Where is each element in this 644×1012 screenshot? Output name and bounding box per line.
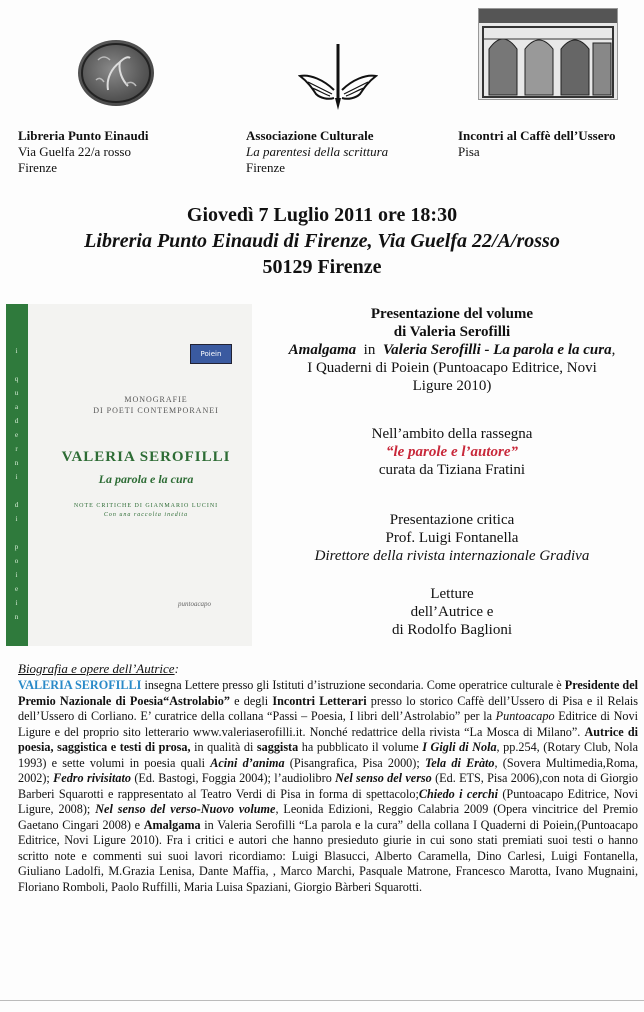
- org-name: Associazione Culturale: [246, 128, 374, 143]
- poiein-badge: Poiein: [190, 344, 232, 364]
- bio-seg: (Ed. ETS, Pisa 2006),con nota di Giorgio Barberi Squarotti e rappresentato al Teatro Verdi di Pisa in forma di spettacolo;: [18, 771, 639, 801]
- bio-seg: Tela di Eràto: [424, 755, 495, 770]
- letture-title: Letture: [430, 586, 474, 602]
- book-title: VALERIA SEROFILLI: [61, 449, 231, 465]
- letture-block: [260, 585, 644, 639]
- bio-seg: Puntoacapo: [495, 709, 555, 723]
- rassegna-curata: curata da Tiziana Fratini: [378, 462, 526, 478]
- critica-title: Presentazione critica: [389, 512, 515, 528]
- org-name: Incontri al Caffè dell’Ussero: [458, 128, 616, 143]
- bio-text: [18, 678, 638, 895]
- bio-seg: Nel senso del verso-Nuovo volume: [95, 802, 276, 816]
- bio-seg: Acini d’anima: [210, 755, 285, 770]
- rassegna-name: “le parole e l’autore”: [385, 444, 519, 460]
- org-city: Firenze: [246, 160, 285, 175]
- org-associazione: [246, 128, 388, 176]
- critica-block: [260, 511, 644, 565]
- storefront-icon: [479, 9, 617, 99]
- winged-pen-logo: [298, 40, 378, 118]
- winged-pen-icon: [298, 40, 378, 118]
- bio-seg: Autrice di poesia, saggistica e testi di prosa,: [18, 724, 638, 754]
- event-place: Libreria Punto Einaudi di Firenze, Via Guelfa 22/A/rosso: [84, 230, 560, 252]
- letture-line: di Rodolfo Baglioni: [392, 622, 512, 638]
- bio-seg: Fedro rivisitato: [53, 771, 131, 785]
- author-name: VALERIA SEROFILLI: [18, 678, 142, 692]
- bio-seg: saggista: [256, 740, 299, 754]
- bio-seg: (Puntoacapo Editrice, Novi Ligure, 2008);: [18, 786, 638, 816]
- bio-seg: I Gigli di Nola: [422, 740, 497, 754]
- event-zip: 50129 Firenze: [262, 256, 382, 278]
- bio-seg: Presidente del Premio Nazionale di Poesia“Astrolabio”: [18, 678, 638, 708]
- bio-seg: Nel senso del verso: [335, 771, 432, 785]
- in-text: in: [356, 342, 383, 358]
- org-libreria: [18, 128, 149, 176]
- presentation-title: Presentazione del volume: [370, 306, 534, 322]
- bio-seg: presso lo storico Caffè dell’Ussero di Pisa e il Relais dell’Ussero di Corliano. E’ curatrice della collana “Passi – Poesia, I libri dell’Astrolabio” per la: [18, 693, 638, 723]
- bio-seg: Incontri Letterari: [272, 693, 367, 708]
- org-address: Via Guelfa 22/a rosso: [18, 144, 131, 159]
- rassegna-block: [260, 425, 644, 479]
- event-date: Giovedì 7 Luglio 2011 ore 18:30: [186, 204, 458, 226]
- book-cover: [6, 304, 252, 646]
- amalgama-title: Amalgama: [288, 342, 357, 358]
- bio-seg: (Pisangrafica, Pisa 2000);: [284, 755, 425, 770]
- bio-seg: e degli: [229, 693, 273, 708]
- bio-seg: insegna Lettere presso gli Istituti d’istruzione secondaria. Come operatrice culturale è: [141, 678, 565, 692]
- heron-icon: [78, 40, 154, 106]
- series-info-cont: Ligure 2010): [412, 378, 492, 394]
- bio-seg: in qualità di: [190, 740, 257, 754]
- critica-role: Direttore della rivista internazionale Gradiva: [314, 548, 590, 564]
- org-name: Libreria Punto Einaudi: [18, 128, 149, 143]
- rassegna-intro: Nell’ambito della rassegna: [371, 426, 533, 442]
- presentation-block: Presentazione del volume di Valeria Serofilli Amalgama in Valeria Serofilli - La parola e la cura, I Quaderni di Poiein (Puntoacapo Editrice, Novi Ligure 2010): [288, 306, 616, 394]
- critica-name: Prof. Luigi Fontanella: [385, 530, 519, 546]
- heron-oval-logo: [78, 40, 154, 106]
- caffe-ussero-sketch: [478, 8, 618, 100]
- bio-heading: [18, 661, 179, 677]
- org-subtitle: La parentesi della scrittura: [246, 144, 389, 159]
- bio-seg: Amalgama: [143, 817, 201, 832]
- bio-seg: Chiedo i cerchi: [418, 786, 499, 801]
- book-subtitle: La parola e la cura: [98, 472, 194, 486]
- bio-heading-colon: :: [174, 661, 179, 676]
- book-spine: [6, 304, 28, 646]
- bio-seg: in Valeria Serofilli “La parola e la cura” della collana I Quaderni di Poiein,(Puntoacapo Editrice, Novi Ligure 2010). Fra i critici e autori che hanno presieduto giurie in cui sono stati premiati suoi testi o hanno scritto note e commenti sui suoi lavori ricordiamo: Luigi Blasucci, Alberto Caramella, Dino Carlesi, Luigi Fontanella, Giuliano Ladolfi, M.Grazia Lenisa, Dante Maffia, , Marco Marchi, Pasquale Matrone, Francesco Marotta, Ivano Mugnaini, Floriano Romboli, Paolo Ruffilli, Maria Luisa Spaziani, Giorgio Bàrberi Squarotti.: [18, 817, 638, 894]
- book-note: [46, 502, 246, 520]
- book-name: Valeria Serofilli - La parola e la cura: [382, 342, 612, 358]
- note-line: Con una raccolta inedita: [103, 512, 189, 518]
- note-line: NOTE CRITICHE DI GIANMARIO LUCINI: [73, 503, 219, 509]
- page-edge: [0, 1000, 644, 1001]
- bio-seg: ha pubblicato il volume: [298, 740, 423, 754]
- spine-text: i q u a d e r n i d i p o i e i n: [14, 347, 20, 621]
- org-caffe: [458, 128, 616, 160]
- book-publisher: puntoacapo: [178, 600, 212, 608]
- bio-heading-text: Biografia e opere dell’Autrice: [18, 661, 175, 676]
- series-line: DI POETI CONTEMPORANEI: [93, 406, 219, 415]
- book-series: [66, 394, 246, 416]
- bio-seg: Editrice di Novi Ligure e del proprio sito letterario www.valeriaserofilli.it. Nonché redattrice della rivista “La Mosca di Milano”.: [18, 709, 638, 739]
- letture-line: dell’Autrice e: [410, 604, 494, 620]
- bio-seg: (Ed. Bastogi, Foggia 2004); l’audiolibro: [130, 771, 336, 785]
- bio-seg: , Leonida Edizioni, Reggio Calabria 2009 (Opera vincitrice del Premio Gaetano Cingari 2008) e: [18, 802, 638, 832]
- bio-seg: , pp.254, (Rotary Club, Nola 1993) e sette volumi in poesia quali: [18, 740, 639, 770]
- series-info: I Quaderni di Poiein (Puntoacapo Editrice, Novi: [307, 360, 597, 376]
- presentation-author: di Valeria Serofilli: [393, 324, 511, 340]
- series-line: MONOGRAFIE: [124, 395, 188, 404]
- org-city: Pisa: [458, 144, 480, 159]
- org-city: Firenze: [18, 160, 57, 175]
- bio-seg: , (Sovera Multimedia,Roma, 2002);: [18, 755, 638, 785]
